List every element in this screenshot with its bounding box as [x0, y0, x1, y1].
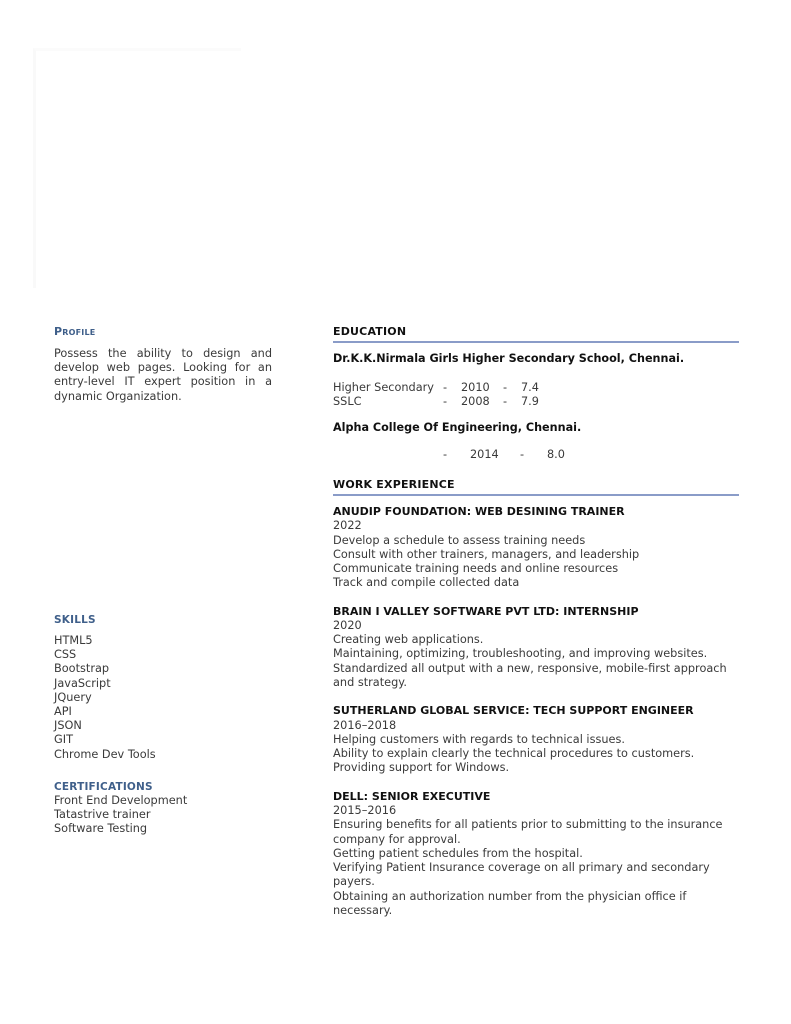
- college-name: Alpha College Of Engineering, Chennai.: [333, 421, 582, 434]
- skills-section: [54, 614, 272, 762]
- job-title: ANUDIP FOUNDATION: WEB DESINING TRAINER: [333, 505, 625, 518]
- edu-level: Higher Secondary: [333, 381, 434, 394]
- certification-item: Software Testing: [54, 822, 148, 836]
- job-duty: Ability to explain clearly the technical procedures to customers.: [333, 747, 695, 761]
- edu-separator: -: [443, 395, 448, 408]
- skill-item: JQuery: [54, 690, 92, 704]
- skill-item: JavaScript: [54, 676, 111, 690]
- job-title: DELL: SENIOR EXECUTIVE: [333, 789, 491, 803]
- job-period: 2015–2016: [333, 803, 397, 817]
- work-experience-heading: WORK EXPERIENCE: [333, 478, 739, 496]
- skills-heading: SKILLS: [54, 614, 96, 626]
- job-title: BRAIN I VALLEY SOFTWARE PVT LTD: INTERNSHIP: [333, 604, 639, 618]
- job-duty: Getting patient schedules from the hospital.: [333, 846, 583, 860]
- edu-year: 2010: [461, 381, 490, 394]
- job-period: 2020: [333, 618, 362, 632]
- job-duty: Track and compile collected data: [333, 576, 520, 590]
- edu-separator: -: [520, 448, 525, 461]
- education-row: [333, 381, 739, 395]
- skill-item: JSON: [54, 719, 82, 733]
- job-entry: [333, 605, 739, 691]
- certifications-heading: CERTIFICATIONS: [54, 781, 153, 793]
- certifications-list: [54, 794, 272, 837]
- job-duty: Creating web applications.: [333, 633, 484, 647]
- edu-level: [333, 448, 443, 462]
- work-experience-section: [333, 478, 739, 918]
- skills-list: [54, 634, 272, 762]
- job-duty: Communicate training needs and online resources: [333, 562, 619, 576]
- job-period: 2016–2018: [333, 718, 397, 732]
- job-entry: [333, 790, 739, 919]
- job-duty: Verifying Patient Insurance coverage on all primary and secondary payers.: [333, 861, 710, 889]
- skill-item: API: [54, 705, 72, 719]
- skill-item: Chrome Dev Tools: [54, 747, 156, 761]
- education-heading: EDUCATION: [333, 325, 739, 343]
- profile-section: [54, 325, 272, 404]
- school-name: Dr.K.K.Nirmala Girls Higher Secondary School, Chennai.: [333, 352, 685, 365]
- job-duty: Obtaining an authorization number from the physician office if necessary.: [333, 889, 687, 918]
- certification-item: Tatastrive trainer: [54, 808, 151, 822]
- profile-text: Possess the ability to design and develop web pages. Looking for an entry-level IT expert position in a dynamic Organization.: [54, 347, 272, 403]
- job-duty: Providing support for Windows.: [333, 761, 510, 775]
- edu-year: 2008: [461, 395, 490, 408]
- job-entry: [333, 505, 739, 591]
- education-rows: [333, 381, 739, 409]
- skill-item: Bootstrap: [54, 662, 110, 676]
- job-title: SUTHERLAND GLOBAL SERVICE: TECH SUPPORT ENGINEER: [333, 704, 694, 718]
- job-duty: Ensuring benefits for all patients prior to submitting to the insurance company for approval.: [333, 818, 723, 846]
- job-duty: Maintaining, optimizing, troubleshooting, and improving websites.: [333, 647, 708, 661]
- edu-level: SSLC: [333, 395, 362, 408]
- skill-item: GIT: [54, 733, 73, 747]
- edu-score: 7.4: [521, 381, 539, 394]
- job-period: 2022: [333, 519, 362, 533]
- job-duty: Consult with other trainers, managers, and leadership: [333, 547, 640, 561]
- education-row: [333, 395, 739, 409]
- job-duty: Develop a schedule to assess training needs: [333, 533, 586, 547]
- edu-separator: -: [443, 381, 448, 394]
- edu-separator: -: [443, 448, 448, 461]
- certification-item: Front End Development: [54, 794, 188, 807]
- skill-item: HTML5: [54, 634, 93, 647]
- edu-score: 7.9: [521, 395, 539, 408]
- certifications-section: [54, 781, 272, 837]
- job-entry: [333, 704, 739, 775]
- job-duty: Standardized all output with a new, responsive, mobile-first approach and strategy.: [333, 661, 727, 690]
- photo-placeholder: [33, 48, 241, 288]
- edu-separator: -: [503, 395, 508, 408]
- job-duty: Helping customers with regards to technical issues.: [333, 732, 625, 746]
- edu-separator: -: [503, 381, 508, 394]
- college-row: [333, 448, 739, 462]
- skill-item: CSS: [54, 648, 77, 662]
- edu-year: 2014: [470, 448, 499, 461]
- main-column: [333, 325, 739, 918]
- profile-heading: Profile: [54, 325, 96, 338]
- education-section: [333, 325, 739, 462]
- edu-score: 8.0: [547, 448, 565, 461]
